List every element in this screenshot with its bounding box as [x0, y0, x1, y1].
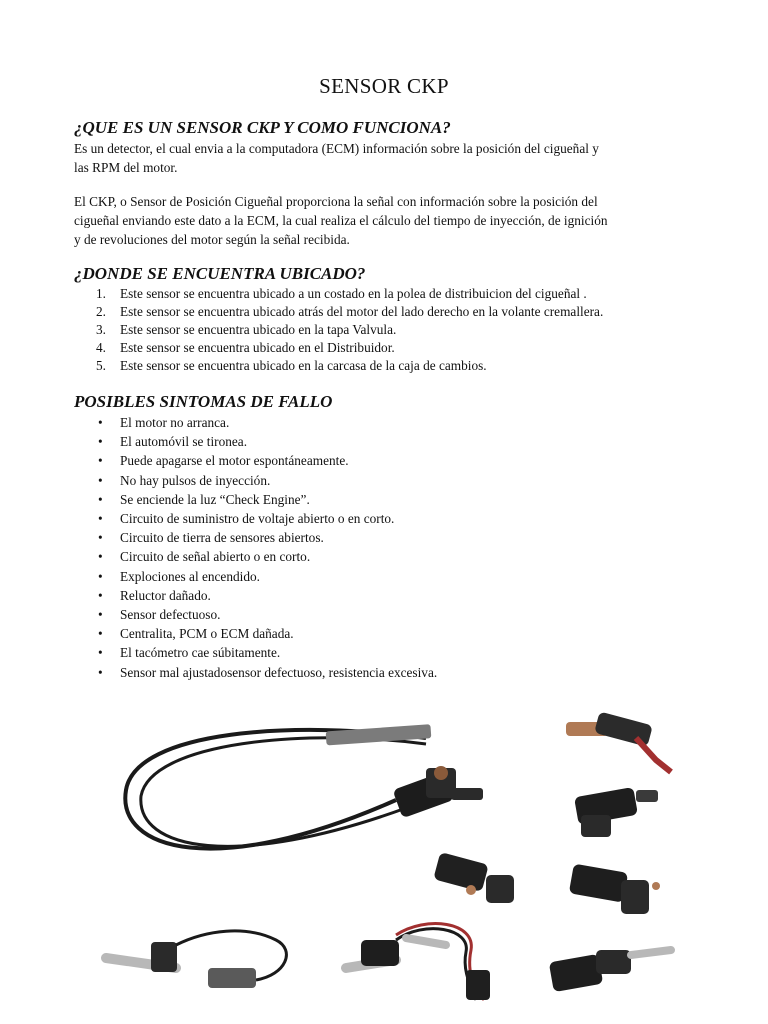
list-number: 4. — [96, 340, 106, 355]
symptom-list-item — [74, 432, 437, 451]
symptom-list-item — [74, 547, 437, 566]
bullet-icon: • — [98, 568, 103, 584]
list-item-text: El automóvil se tironea. — [120, 434, 248, 450]
symptom-list-item — [74, 643, 437, 662]
plug-sensor-image — [549, 950, 671, 992]
symptom-list-item — [74, 509, 437, 528]
location-list-item — [74, 303, 603, 321]
bullet-icon: • — [98, 472, 103, 488]
paragraph-line: cigueñal enviando este dato a la ECM, la cual realiza el cálculo del tiempo de inyección, de ignición — [74, 213, 608, 228]
bullet-icon: • — [98, 415, 103, 430]
paragraph-line: El CKP, o Sensor de Posición Cigueñal proporciona la señal con información sobre la posición del — [74, 194, 598, 209]
page-title: SENSOR CKP — [319, 74, 449, 98]
symptom-list-item — [74, 451, 437, 470]
location-list-item — [74, 321, 603, 339]
sensor-photos-illustration — [96, 700, 696, 1020]
black-sensor-image — [574, 787, 658, 837]
list-item-text: Este sensor se encuentra ubicado en la carcasa de la caja de cambios. — [120, 358, 487, 373]
right-angle-sensor-image — [569, 864, 660, 914]
list-number: 3. — [96, 322, 106, 337]
angled-sensor-image — [433, 852, 514, 903]
bullet-icon: • — [98, 626, 103, 642]
symptom-list-item — [74, 624, 437, 643]
list-number: 1. — [96, 286, 106, 301]
symptom-list-item — [74, 490, 437, 509]
symptom-list-item — [74, 586, 437, 605]
list-item-text: Este sensor se encuentra ubicado atrás del motor del lado derecho en la volante cremallera. — [120, 304, 604, 319]
red-wire-sensor-image — [346, 924, 490, 1000]
bracket-sensor-image — [566, 711, 671, 772]
location-list — [74, 285, 603, 375]
symptom-list-item — [74, 663, 437, 682]
section-heading-location: ¿DONDE SE ENCUENTRA UBICADO? — [74, 264, 366, 283]
paragraph-line: las RPM del motor. — [74, 160, 178, 175]
paragraph-definition — [74, 139, 698, 177]
location-list-item — [74, 357, 603, 375]
list-item-text: El tacómetro cae súbitamente. — [120, 645, 281, 661]
symptom-list-item — [74, 567, 437, 586]
bullet-icon: • — [98, 434, 103, 450]
paragraph-line: y de revoluciones del motor según la señal recibida. — [74, 232, 350, 247]
list-item-text: El motor no arranca. — [120, 415, 230, 430]
symptom-list-item — [74, 413, 437, 432]
bullet-icon: • — [98, 511, 103, 527]
bullet-icon: • — [98, 587, 103, 603]
list-number: 2. — [96, 304, 106, 319]
list-item-text: Este sensor se encuentra ubicado a un costado en la polea de distribuicion del cigueñal . — [120, 286, 587, 301]
bullet-icon: • — [98, 664, 103, 680]
list-item-text: Circuito de tierra de sensores abiertos. — [120, 530, 324, 546]
list-number: 5. — [96, 358, 106, 373]
bullet-icon: • — [98, 607, 103, 623]
section-heading-symptoms: POSIBLES SINTOMAS DE FALLO — [74, 392, 333, 411]
long-cable-sensor-image — [125, 724, 483, 848]
flange-sensor-with-connector-image — [106, 931, 286, 988]
list-item-text: No hay pulsos de inyección. — [120, 472, 271, 488]
bullet-icon: • — [98, 491, 103, 507]
section-heading-what-is: ¿QUE ES UN SENSOR CKP Y COMO FUNCIONA? — [74, 118, 451, 137]
symptom-list-item — [74, 471, 437, 490]
list-item-text: Circuito de suministro de voltaje abierto o en corto. — [120, 511, 395, 527]
location-list-item — [74, 339, 603, 357]
list-item-text: Circuito de señal abierto o en corto. — [120, 549, 311, 565]
bullet-icon: • — [98, 453, 103, 469]
list-item-text: Explociones al encendido. — [120, 568, 260, 584]
symptom-list-item — [74, 528, 437, 547]
list-item-text: Puede apagarse el motor espontáneamente. — [120, 453, 349, 469]
symptom-list-item — [74, 605, 437, 624]
symptoms-list — [74, 413, 437, 682]
list-item-text: Se enciende la luz “Check Engine”. — [120, 491, 310, 507]
location-list-item — [74, 285, 603, 303]
paragraph-function — [74, 192, 698, 249]
list-item-text: Este sensor se encuentra ubicado en la tapa Valvula. — [120, 322, 397, 337]
list-item-text: Sensor mal ajustadosensor defectuoso, resistencia excesiva. — [120, 664, 438, 680]
list-item-text: Centralita, PCM o ECM dañada. — [120, 626, 294, 642]
list-item-text: Reluctor dañado. — [120, 587, 211, 603]
paragraph-line: Es un detector, el cual envia a la computadora (ECM) información sobre la posición del cigueñal y — [74, 141, 599, 156]
list-item-text: Este sensor se encuentra ubicado en el Distribuidor. — [120, 340, 395, 355]
bullet-icon: • — [98, 645, 103, 661]
bullet-icon: • — [98, 530, 103, 546]
bullet-icon: • — [98, 549, 103, 565]
list-item-text: Sensor defectuoso. — [120, 607, 221, 623]
